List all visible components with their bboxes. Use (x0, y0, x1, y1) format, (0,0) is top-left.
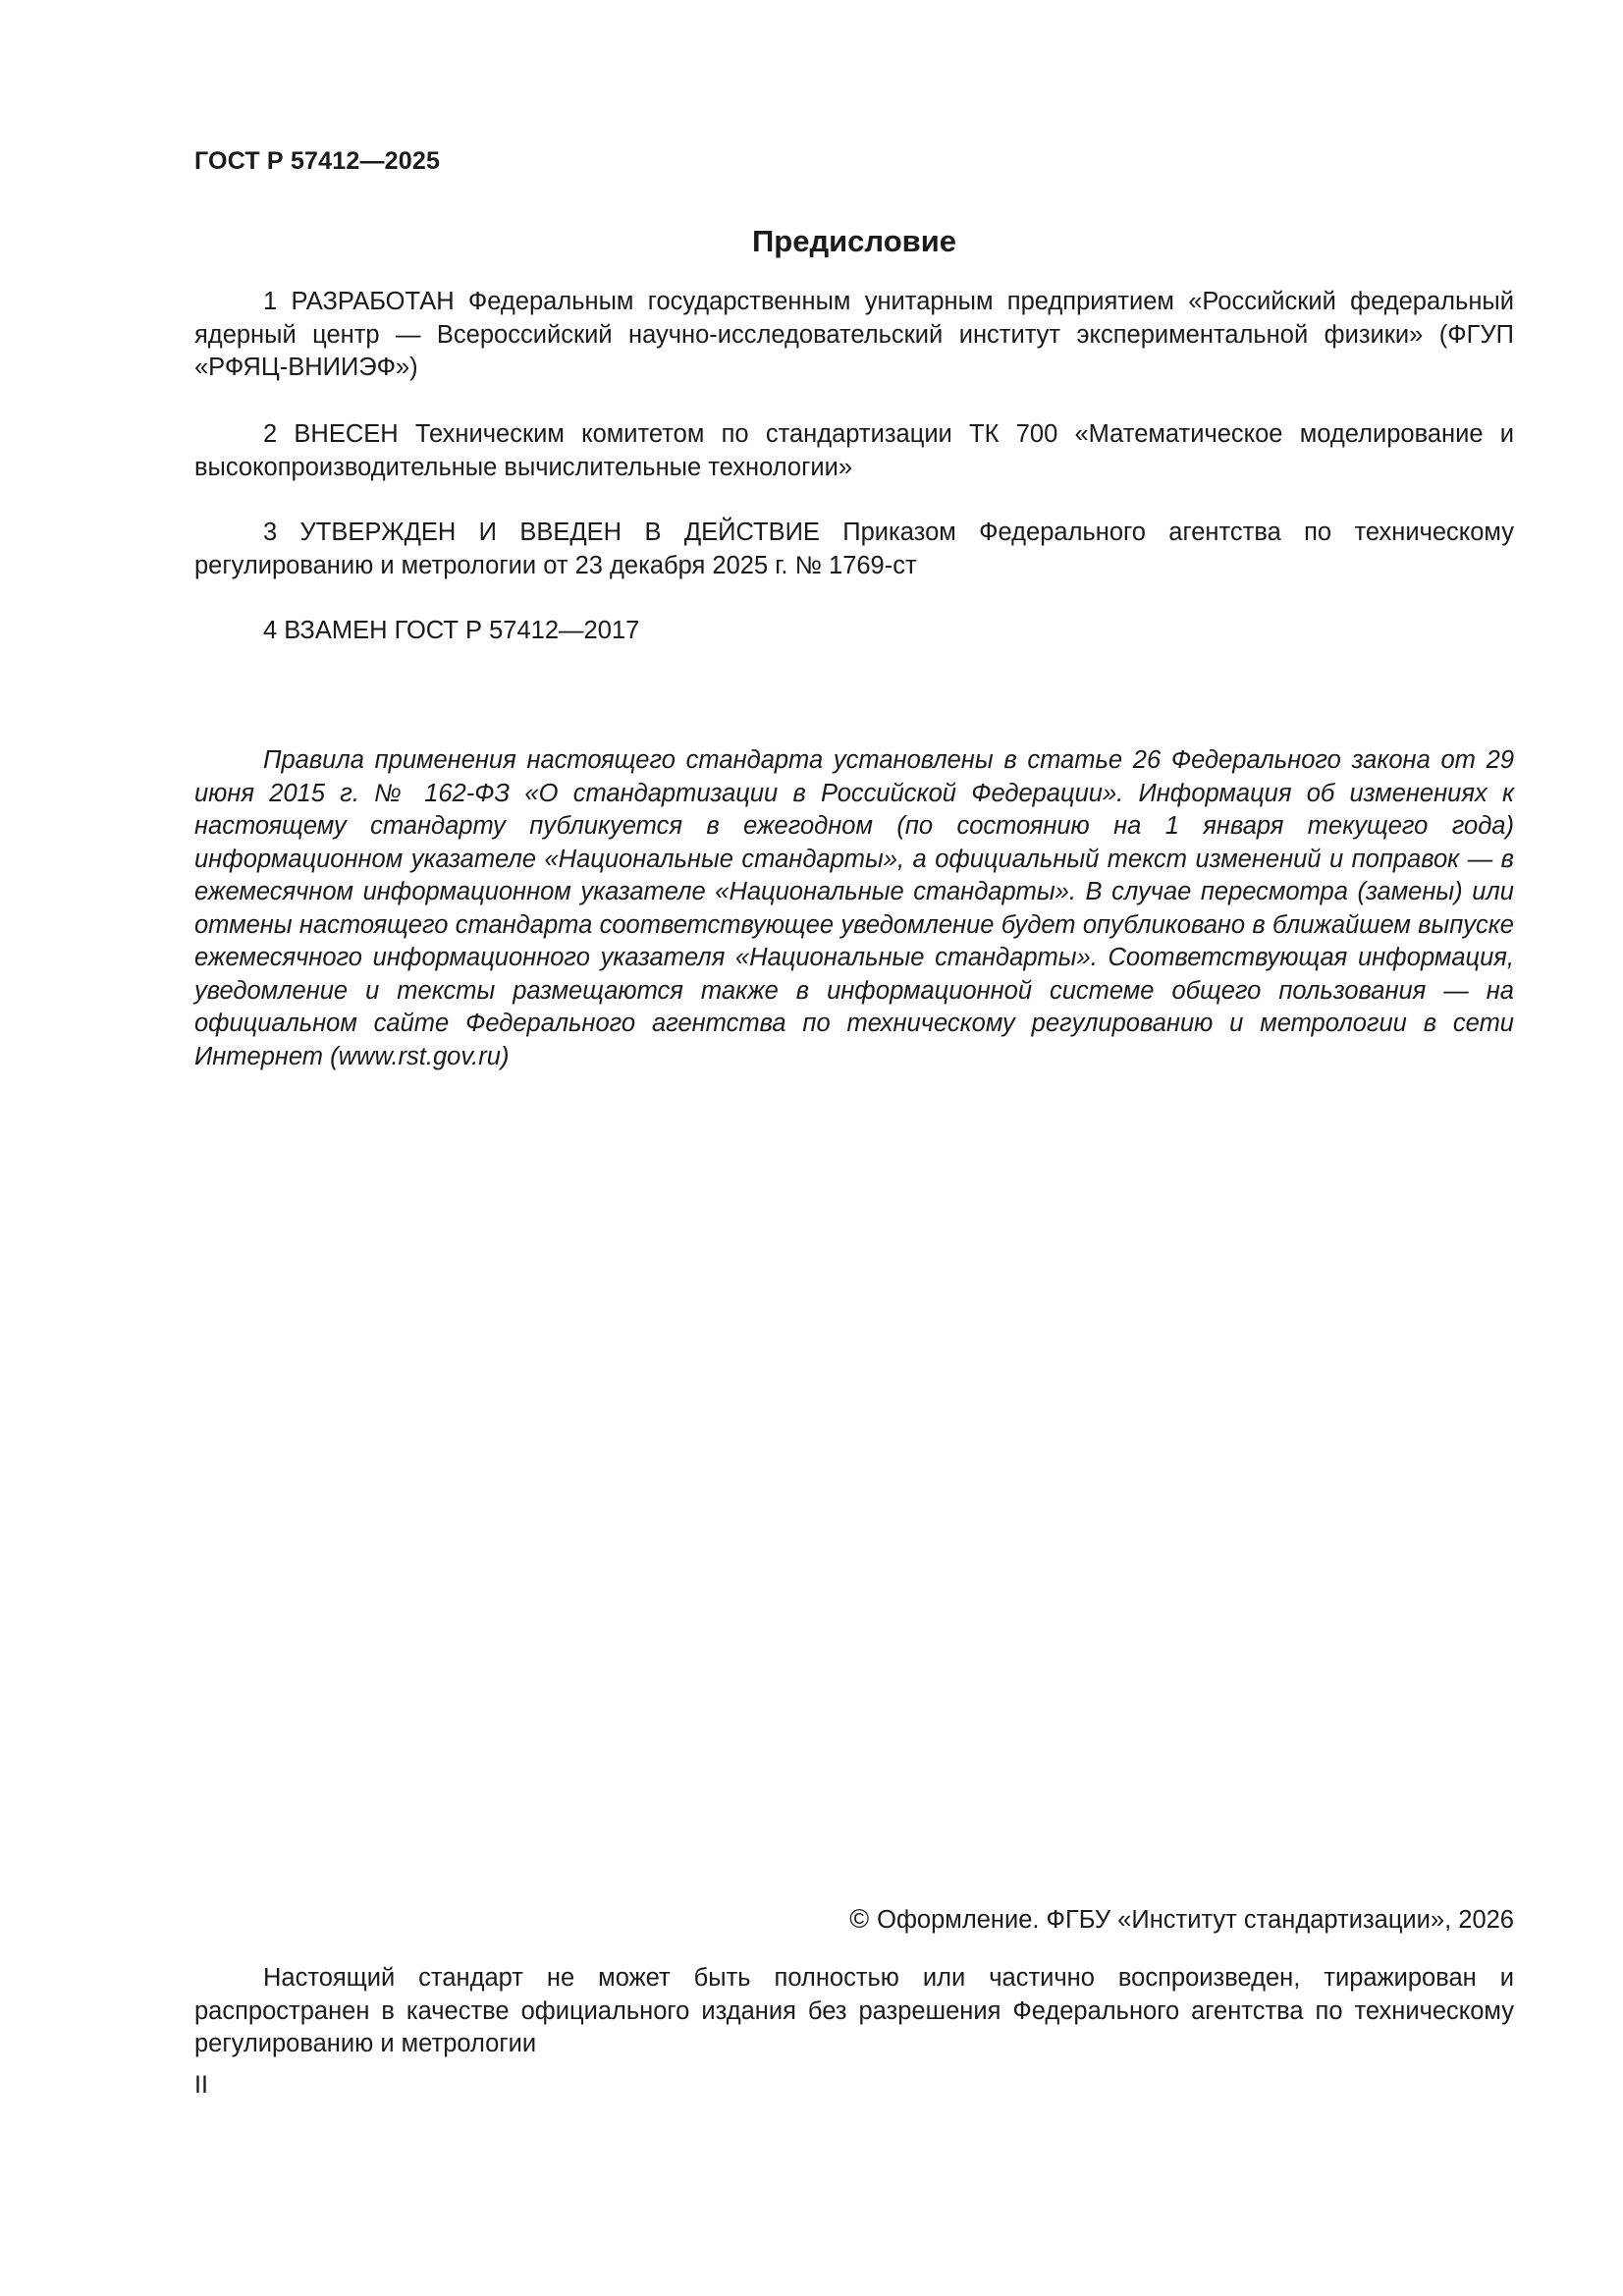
foreword-item-1: 1 РАЗРАБОТАН Федеральным государственным унитарным предприятием «Российский федеральный ядерный центр — Всероссийский научно-исследовательский институт экспериментальной физики» (ФГУП «РФЯЦ-ВНИИЭФ») (194, 288, 1514, 381)
application-rules-notice: Правила применения настоящего стандарта установлены в статье 26 Федерального закона от 29 июня 2015 г. № 162-ФЗ «О стандартизации в Российской Федерации». Информация об изменениях к настоящему стандарту публикуется в ежегодном (по состоянию на 1 января текущего года) информационном указателе «Национальные стандарты», а официальный текст изменений и поправок — в ежемесячном информационном указателе «Национальные стандарты». В случае пересмотра (замены) или отмены настоящего стандарта соответствующее уведомление будет опубликовано в ближайшем выпуске ежемесячного информационного указателя «Национальные стандарты». Соответствующая информация, уведомление и тексты размещаются также в информационной системе общего пользования — на официальном сайте Федерального агентства по техническому регулированию и метрологии в сети Интернет (www.rst.gov.ru) (194, 746, 1514, 1070)
document-code: ГОСТ Р 57412—2025 (194, 147, 441, 175)
copyright-icon: © (849, 1904, 870, 1934)
reproduction-rights-text: Настоящий стандарт не может быть полностью или частично воспроизведен, тиражирован и распространен в качестве официального издания без разрешения Федерального агентства по техническому регулированию и метрологии (194, 1964, 1514, 2057)
copyright-text: Оформление. ФГБУ «Институт стандартизации», 2026 (877, 1906, 1514, 1934)
foreword-item-4: 4 ВЗАМЕН ГОСТ Р 57412—2017 (263, 617, 640, 644)
page-number: II (194, 2071, 208, 2099)
foreword-item-2: 2 ВНЕСЕН Техническим комитетом по стандартизации ТК 700 «Математическое моделирование и высокопроизводительные вычислительные технологии» (194, 420, 1514, 481)
copyright-line (849, 1904, 1514, 1935)
document-page (194, 0, 1514, 2296)
page-title: Предисловие (751, 224, 956, 258)
foreword-item-3: 3 УТВЕРЖДЕН И ВВЕДЕН В ДЕЙСТВИЕ Приказом Федерального агентства по техническому регулированию и метрологии от 23 декабря 2025 г. № 1769-ст (194, 519, 1514, 579)
